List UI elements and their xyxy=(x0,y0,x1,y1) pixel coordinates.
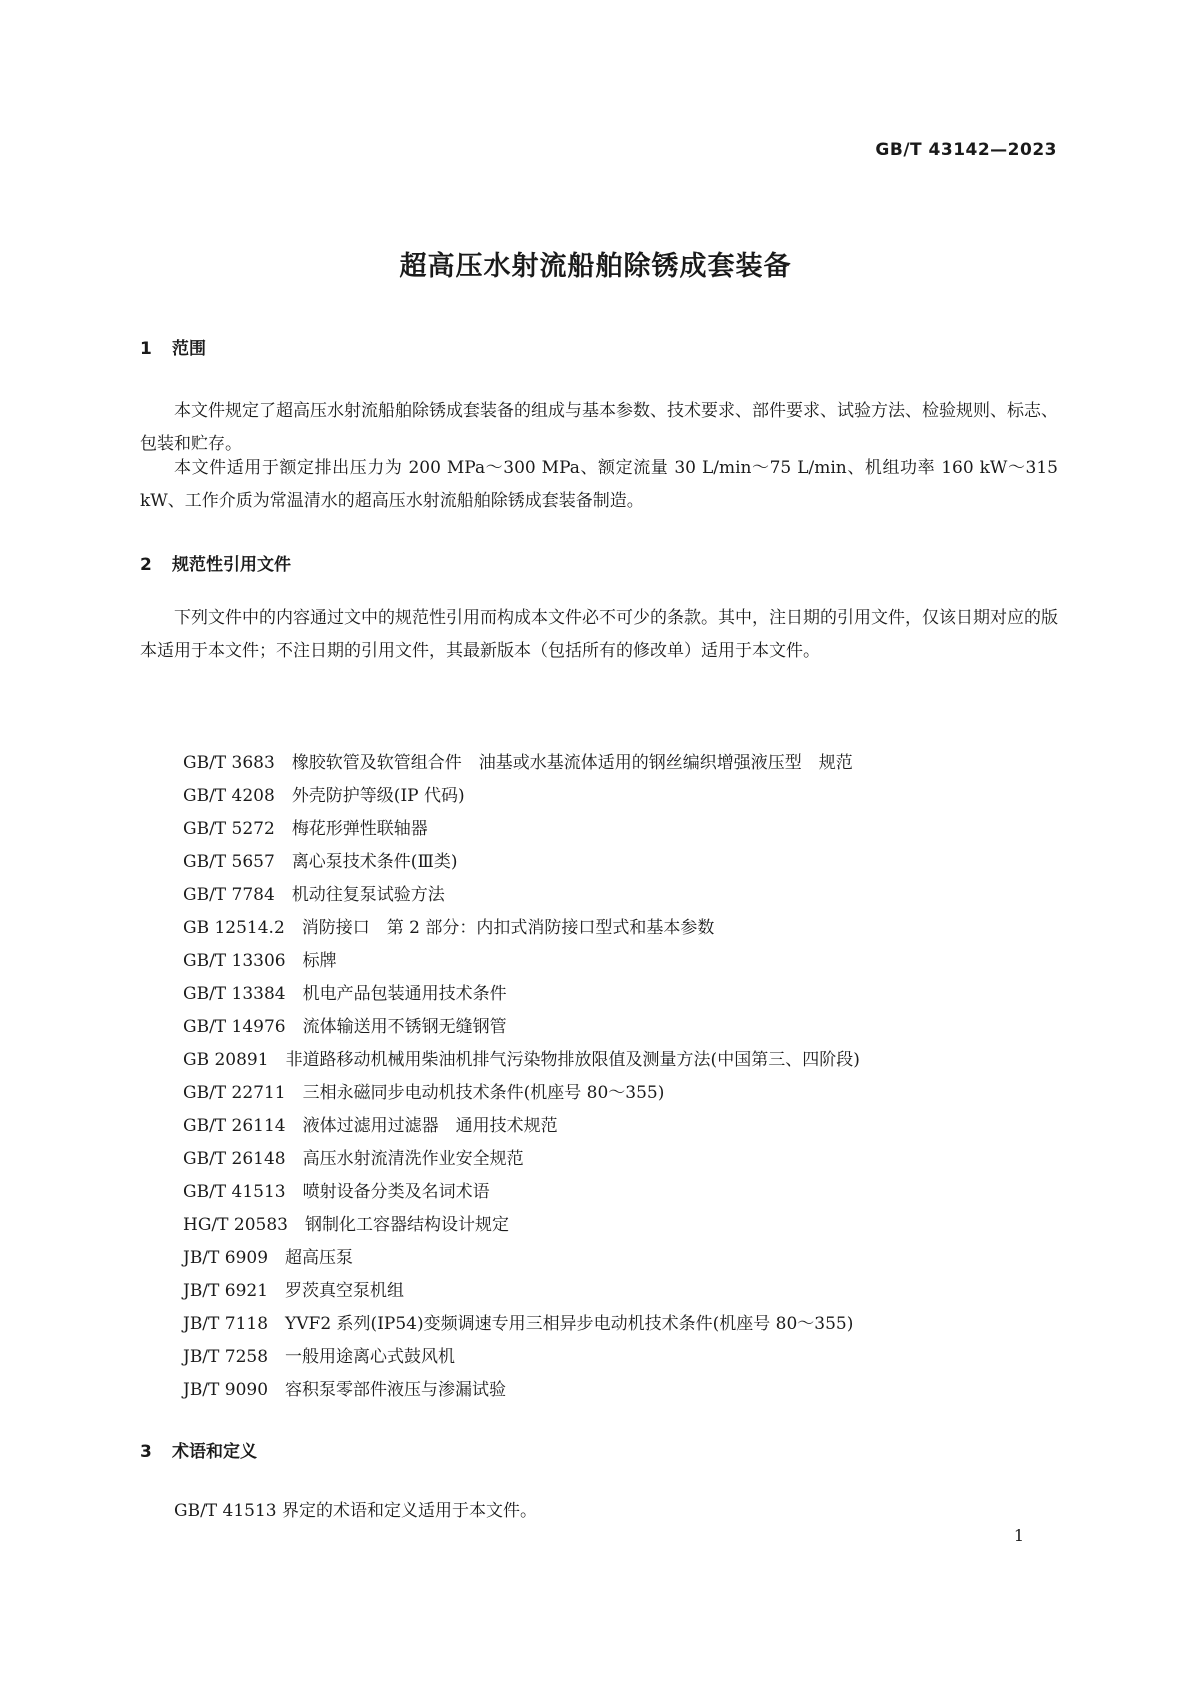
standard-code: GB/T 43142—2023 xyxy=(875,140,1057,160)
section-heading-scope xyxy=(140,334,206,359)
reference-code: GB/T 4208 xyxy=(183,786,275,806)
reference-title: 离心泵技术条件(Ⅲ类) xyxy=(291,852,458,872)
reference-title: 超高压泵 xyxy=(285,1248,354,1268)
reference-code: JB/T 6909 xyxy=(183,1248,269,1268)
reference-code: GB/T 7784 xyxy=(183,885,275,905)
reference-item xyxy=(183,912,860,945)
section-title: 规范性引用文件 xyxy=(172,555,291,575)
reference-item xyxy=(183,747,860,780)
scope-paragraph-1: 本文件规定了超高压水射流船舶除锈成套装备的组成与基本参数、技术要求、部件要求、试验方法、检验规则、标志、包装和贮存。 xyxy=(140,401,1058,454)
reference-title: 高压水射流清洗作业安全规范 xyxy=(302,1149,524,1169)
page-number: 1 xyxy=(1013,1526,1024,1545)
section-number: 3 xyxy=(140,1442,152,1462)
section-heading-terms-definitions xyxy=(140,1437,257,1462)
reference-code: GB/T 22711 xyxy=(183,1083,286,1103)
reference-code: GB/T 26114 xyxy=(183,1116,286,1136)
reference-item xyxy=(183,1308,860,1341)
document-title: 超高压水射流船舶除锈成套装备 xyxy=(399,251,792,282)
reference-item xyxy=(183,1044,860,1077)
reference-list xyxy=(183,747,860,1407)
reference-code: GB/T 13306 xyxy=(183,951,286,971)
reference-item xyxy=(183,1077,860,1110)
reference-title: 喷射设备分类及名词术语 xyxy=(302,1182,490,1202)
reference-code: GB/T 14976 xyxy=(183,1017,286,1037)
reference-code: GB/T 13384 xyxy=(183,984,286,1004)
reference-item xyxy=(183,1143,860,1176)
reference-code: GB/T 5657 xyxy=(183,852,275,872)
reference-title: 液体过滤用过滤器 通用技术规范 xyxy=(302,1116,558,1136)
reference-title: 橡胶软管及软管组合件 油基或水基流体适用的钢丝编织增强液压型 规范 xyxy=(291,753,853,773)
reference-title: 罗茨真空泵机组 xyxy=(285,1281,405,1301)
reference-code: GB 20891 xyxy=(183,1050,269,1070)
section-number: 1 xyxy=(140,339,152,359)
reference-title: 梅花形弹性联轴器 xyxy=(291,819,428,839)
reference-item xyxy=(183,879,860,912)
section-number: 2 xyxy=(140,555,152,575)
reference-item xyxy=(183,846,860,879)
reference-title: 消防接口 第 2 部分：内扣式消防接口型式和基本参数 xyxy=(301,918,715,938)
reference-title: 机动往复泵试验方法 xyxy=(291,885,445,905)
section-title: 术语和定义 xyxy=(172,1442,257,1462)
scope-paragraph-2: 本文件适用于额定排出压力为 200 MPa～300 MPa、额定流量 30 L/min～75 L/min、机组功率 160 kW～315 kW、工作介质为常温清水的超高压水射流船舶除锈成套装备制造。 xyxy=(140,458,1058,511)
reference-item xyxy=(183,1209,860,1242)
reference-code: JB/T 9090 xyxy=(183,1380,269,1400)
reference-title: 非道路移动机械用柴油机排气污染物排放限值及测量方法(中国第三、四阶段) xyxy=(285,1050,860,1070)
reference-code: GB/T 3683 xyxy=(183,753,275,773)
reference-title: 容积泵零部件液压与渗漏试验 xyxy=(285,1380,507,1400)
reference-title: 三相永磁同步电动机技术条件(机座号 80～355) xyxy=(302,1083,665,1103)
reference-code: HG/T 20583 xyxy=(183,1215,288,1235)
reference-item xyxy=(183,1242,860,1275)
reference-title: YVF2 系列(IP54)变频调速专用三相异步电动机技术条件(机座号 80～355) xyxy=(285,1314,854,1334)
section-heading-normative-references xyxy=(140,550,291,575)
reference-title: 一般用途离心式鼓风机 xyxy=(285,1347,456,1367)
reference-code: GB 12514.2 xyxy=(183,918,285,938)
reference-item xyxy=(183,945,860,978)
reference-title: 流体输送用不锈钢无缝钢管 xyxy=(302,1017,507,1037)
references-intro-paragraph: 下列文件中的内容通过文中的规范性引用而构成本文件必不可少的条款。其中，注日期的引用文件，仅该日期对应的版本适用于本文件；不注日期的引用文件，其最新版本（包括所有的修改单）适用于本文件。 xyxy=(140,608,1058,661)
reference-code: GB/T 26148 xyxy=(183,1149,286,1169)
terms-paragraph: GB/T 41513 界定的术语和定义适用于本文件。 xyxy=(174,1501,538,1521)
reference-code: JB/T 6921 xyxy=(183,1281,269,1301)
reference-code: JB/T 7258 xyxy=(183,1347,269,1367)
reference-item xyxy=(183,978,860,1011)
section-title: 范围 xyxy=(172,339,206,359)
reference-item xyxy=(183,1275,860,1308)
reference-code: JB/T 7118 xyxy=(183,1314,269,1334)
reference-code: GB/T 5272 xyxy=(183,819,275,839)
reference-title: 标牌 xyxy=(302,951,337,971)
reference-item xyxy=(183,1011,860,1044)
reference-code: GB/T 41513 xyxy=(183,1182,286,1202)
reference-item xyxy=(183,1110,860,1143)
reference-title: 机电产品包装通用技术条件 xyxy=(302,984,507,1004)
reference-title: 钢制化工容器结构设计规定 xyxy=(304,1215,509,1235)
reference-title: 外壳防护等级(IP 代码) xyxy=(291,786,465,806)
reference-item xyxy=(183,1341,860,1374)
reference-item xyxy=(183,780,860,813)
reference-item xyxy=(183,813,860,846)
reference-item xyxy=(183,1374,860,1407)
reference-item xyxy=(183,1176,860,1209)
